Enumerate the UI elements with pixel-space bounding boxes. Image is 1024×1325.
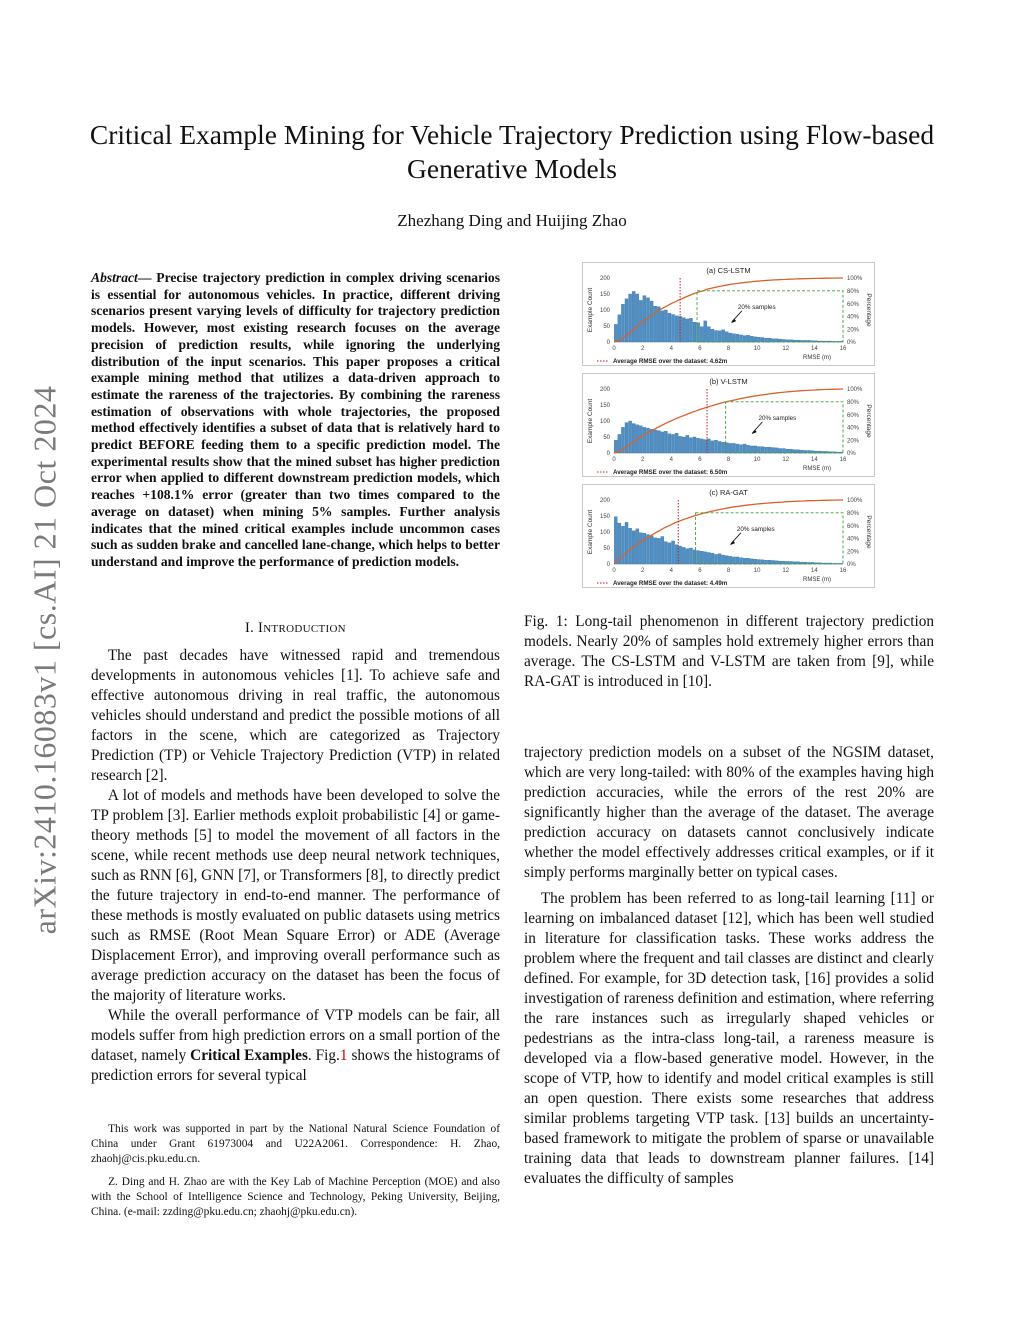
histogram-bar — [657, 307, 660, 342]
legend-label: Average RMSE over the dataset: 4.49m — [613, 580, 728, 587]
x-tick-label: 0 — [612, 568, 616, 574]
histogram-bar — [689, 318, 692, 342]
x-tick-label: 6 — [698, 568, 702, 574]
histogram-bar — [672, 541, 675, 564]
histogram-bar — [632, 424, 635, 453]
histogram-bar — [646, 535, 649, 564]
histogram-bar — [639, 533, 642, 564]
histogram-bar — [614, 440, 617, 453]
histogram-bar — [661, 432, 664, 453]
x-tick-label: 6 — [698, 457, 702, 463]
histogram-bar — [732, 557, 735, 564]
histogram-bar — [718, 441, 721, 453]
y2-tick-label: 60% — [847, 523, 860, 530]
histogram-bar — [747, 335, 750, 342]
y-tick-label: 50 — [603, 435, 610, 442]
chart-panel-ra-gat — [582, 484, 875, 588]
histogram-bar — [725, 332, 728, 342]
y2-tick-label: 20% — [847, 327, 860, 334]
x-tick-label: 10 — [753, 346, 761, 352]
chart-panel-cs-lstm — [582, 262, 875, 366]
histogram-bar — [754, 559, 757, 564]
histogram-bar — [743, 336, 746, 342]
x-tick-label: 0 — [612, 346, 616, 352]
abstract-label: Abstract — [91, 270, 138, 285]
section-heading-introduction — [91, 620, 500, 637]
y2-axis-label: Percentage — [865, 404, 872, 438]
y2-tick-label: 80% — [847, 511, 860, 517]
histogram-bar — [743, 444, 746, 453]
y-axis-label: Example Count — [587, 509, 594, 555]
y-tick-label: 200 — [599, 276, 610, 283]
histogram-bar — [750, 559, 753, 564]
histogram-bar — [754, 446, 757, 453]
x-tick-label: 10 — [753, 457, 761, 463]
abstract — [91, 270, 500, 571]
y2-tick-label: 0% — [847, 451, 856, 458]
histogram-bar — [650, 536, 653, 564]
samples-annotation: 20% samples — [758, 414, 797, 422]
y2-tick-label: 20% — [847, 549, 860, 556]
histogram-bar — [693, 437, 696, 453]
histogram-bar — [650, 301, 653, 342]
histogram-bar — [643, 427, 646, 453]
histogram-bar — [739, 445, 742, 453]
histogram-bar — [636, 294, 639, 342]
samples-annotation: 20% samples — [736, 525, 775, 533]
x-axis-label: RMSE (m) — [803, 466, 831, 472]
histogram-bar — [768, 560, 771, 564]
histogram-bar — [772, 339, 775, 342]
histogram-bar — [639, 300, 642, 342]
y-tick-label: 200 — [599, 498, 610, 505]
y2-axis-label: Percentage — [865, 293, 872, 327]
histogram-bar — [697, 551, 700, 564]
histogram-bar — [750, 336, 753, 342]
intro-p3-part-a: While the overall performance of VTP models can be fair, all models suffer from high prediction errors on a small portion of the dataset, namely — [91, 1007, 500, 1064]
chart-title: (b) V-LSTM — [709, 377, 748, 386]
histogram-bar — [707, 327, 710, 342]
intro-paragraph-2: A lot of models and methods have been developed to solve the TP problem [3]. Earlier methods exploit probabilistic [4] or game-theory methods [5] to model the movement of all factors in the scene, while recent methods use deep neural network techniques, such as RNN [6], GNN [7], or Transformers [8], to directly predict the future trajectory in end-to-end manner. The performance of these methods is mostly evaluated on public datasets using metrics such as RMSE (Root Mean Square Error) or ADE (Average Displacement Error), and improving overall performance such as average prediction accuracy on the dataset has been the focus of the majority of literature works. — [91, 787, 500, 1004]
histogram-bar — [654, 538, 657, 564]
y2-tick-label: 80% — [847, 400, 860, 406]
histogram-bar — [697, 438, 700, 453]
histogram-bar — [686, 435, 689, 453]
y-tick-label: 0 — [606, 451, 610, 458]
y2-tick-label: 40% — [847, 536, 860, 543]
histogram-bar — [772, 448, 775, 453]
title-line-2: Generative Models — [407, 153, 617, 184]
right-paragraph-2: The problem has been referred to as long-tail learning [11] or learning on imbalanced dataset [12], which has been well studied in literature for classification tasks. These works address the problem where the frequent and tail classes are distinct and clearly defined. For example, for 3D detection task, [16] provides a solid investigation of rareness definition and estimation, where referring the rare instances such as irregularly shaped vehicles or pedestrians as the intra-class long-tail, a rareness measure is developed via a flow-based generative model. However, in the scope of VTP, how to identify and model critical examples is still an open question. There exists some researches that address similar problems targeting VTP task. [13] builds an uncertainty-based framework to mitigate the problem of sparse or unavailable training data that leads to downstream planner failures. [14] evaluates the difficulty of samples — [524, 890, 934, 1187]
histogram-bar — [614, 517, 617, 564]
histogram-bar — [739, 558, 742, 564]
y-tick-label: 150 — [599, 292, 610, 299]
histogram-bar — [757, 447, 760, 453]
histogram-bar — [646, 298, 649, 342]
abstract-text: — Precise trajectory prediction in complex driving scenarios is essential for autonomous vehicles. In practice, different driving scenarios present varying levels of difficulty for trajectory prediction models. However, most existing research focuses on the average precision of prediction results, while ignoring the underlying distribution of the input scenarios. This paper proposes a critical example mining method that utilizes a data-driven approach to estimate the rareness of the trajectories. By combining the rareness estimation of observations with whole trajectories, the proposed method effectively identifies a subset of data that is relatively hard to predict BEFORE feeding them to a specific prediction model. The experimental results show that the mined subset has higher prediction error when applied to different downstream prediction models, which reaches +108.1% error (greater than two times compared to the average on dataset) when mining 5% samples. Further analysis indicates that the mined critical examples include uncommon cases such as sudden brake and cancelled lane-change, which helps to better understand and improve the performance of prediction models. — [91, 270, 500, 569]
y2-tick-label: 40% — [847, 314, 860, 321]
x-tick-label: 12 — [782, 346, 790, 352]
x-tick-label: 14 — [811, 568, 818, 574]
x-tick-label: 14 — [811, 457, 818, 463]
histogram-bar — [772, 560, 775, 564]
histogram-bar — [732, 443, 735, 453]
histogram-bar — [625, 522, 628, 564]
x-axis-label: RMSE (m) — [803, 355, 831, 361]
title-line-1: Critical Example Mining for Vehicle Trajectory Prediction using Flow-based — [89, 119, 935, 150]
x-tick-label: 16 — [839, 568, 847, 574]
histogram-bar — [768, 338, 771, 342]
histogram-bar — [650, 429, 653, 453]
samples-annotation: 20% samples — [737, 303, 776, 311]
histogram-bar — [664, 431, 667, 453]
histogram-bar — [672, 434, 675, 453]
y-tick-label: 150 — [599, 514, 610, 521]
y-tick-label: 100 — [599, 530, 610, 537]
histogram-bar — [675, 316, 678, 342]
y2-tick-label: 40% — [847, 425, 860, 432]
histogram-bar — [629, 528, 632, 564]
histogram-bar — [725, 556, 728, 564]
chart-title: (c) RA-GAT — [709, 488, 748, 497]
y-axis-label: Example Count — [587, 398, 594, 444]
y-tick-label: 0 — [606, 562, 610, 569]
intro-p3-part-e: shows the histograms of prediction errors for several typical — [91, 1047, 500, 1084]
histogram-bar — [765, 560, 768, 564]
figure-1 — [582, 262, 875, 595]
x-axis-label: RMSE (m) — [803, 577, 831, 583]
histogram-bar — [693, 550, 696, 564]
y2-axis-label: Percentage — [865, 515, 872, 549]
histogram-bar — [693, 322, 696, 342]
histogram-bar — [657, 431, 660, 453]
figure-1-caption: Fig. 1: Long-tail phenomenon in different trajectory prediction models. Nearly 20% of samples hold extremely higher errors than average. The CS-LSTM and V-LSTM are taken from [9], while RA-GAT is introduced in [10]. — [524, 613, 934, 690]
histogram-bar — [765, 338, 768, 342]
histogram-bar — [686, 319, 689, 342]
right-paragraph-1: trajectory prediction models on a subset of the NGSIM dataset, which are very long-tailed: with 80% of the examples having high prediction accuracies, while the errors of the rest 20% are significantly higher than the average of the dataset. The average prediction accuracy on datasets cannot conclusively indicate whether the model effectively addresses critical examples, or if it simply performs marginally better on typical cases. — [524, 744, 934, 881]
histogram-bar — [621, 304, 624, 342]
histogram-bar — [707, 439, 710, 453]
y-tick-label: 200 — [599, 387, 610, 394]
histogram-bar — [761, 560, 764, 564]
histogram-bar — [761, 338, 764, 342]
histogram-bar — [736, 557, 739, 564]
histogram-bar — [775, 339, 778, 342]
histogram-bar — [754, 337, 757, 342]
histogram-bar — [700, 551, 703, 564]
histogram-bar — [668, 543, 671, 564]
histogram-bar — [732, 334, 735, 342]
histogram-bar — [629, 421, 632, 453]
histogram-bar — [775, 448, 778, 453]
histogram-bar — [614, 324, 617, 342]
chart-title: (a) CS-LSTM — [706, 266, 751, 275]
y-tick-label: 100 — [599, 308, 610, 315]
histogram-bar — [722, 330, 725, 342]
histogram-bar — [661, 311, 664, 342]
y-tick-label: 50 — [603, 546, 610, 553]
footnotes — [91, 1122, 500, 1227]
histogram-bar — [711, 553, 714, 564]
histogram-bar — [682, 547, 685, 564]
histogram-bar — [707, 552, 710, 564]
histogram-bar — [668, 313, 671, 342]
histogram-bar — [714, 440, 717, 453]
histogram-bar — [747, 558, 750, 564]
histogram-bar — [793, 450, 796, 453]
y-tick-label: 50 — [603, 324, 610, 331]
histogram-bar — [639, 426, 642, 453]
paper-title — [70, 118, 954, 186]
x-tick-label: 2 — [640, 346, 645, 352]
histogram-bar — [675, 545, 678, 564]
histogram-bar — [636, 529, 639, 564]
x-tick-label: 4 — [669, 568, 673, 574]
x-tick-label: 8 — [726, 457, 731, 463]
histogram-bar — [711, 441, 714, 453]
histogram-bar — [668, 434, 671, 453]
right-column-body — [524, 743, 934, 1189]
histogram-bar — [747, 445, 750, 453]
y-axis-label: Example Count — [587, 287, 594, 333]
histogram-bar — [711, 329, 714, 342]
histogram-bar — [750, 446, 753, 453]
histogram-bar — [718, 554, 721, 564]
histogram-bar — [664, 310, 667, 342]
left-column-body — [91, 646, 500, 1086]
chart-panel-v-lstm — [582, 373, 875, 477]
y-tick-label: 100 — [599, 419, 610, 426]
histogram-bar — [704, 552, 707, 564]
y2-tick-label: 60% — [847, 301, 860, 308]
histogram-bar — [736, 334, 739, 342]
x-tick-label: 0 — [612, 457, 616, 463]
x-tick-label: 10 — [753, 568, 761, 574]
histogram-ra-gat — [582, 484, 875, 588]
histogram-bar — [682, 318, 685, 342]
x-tick-label: 16 — [839, 457, 847, 463]
arxiv-identifier-sidebar — [20, 360, 70, 960]
histogram-bar — [782, 449, 785, 453]
histogram-bar — [704, 440, 707, 453]
y2-tick-label: 80% — [847, 289, 860, 295]
histogram-bar — [757, 560, 760, 564]
histogram-bar — [736, 444, 739, 453]
histogram-bar — [689, 548, 692, 564]
histogram-bar — [739, 335, 742, 342]
histogram-bar — [765, 447, 768, 453]
histogram-bar — [797, 450, 800, 453]
histogram-bar — [689, 438, 692, 453]
intro-p3-part-c: . Fig. — [307, 1047, 340, 1064]
histogram-bar — [768, 447, 771, 453]
histogram-bar — [661, 536, 664, 564]
histogram-bar — [714, 554, 717, 564]
histogram-bar — [757, 337, 760, 342]
histogram-bar — [722, 442, 725, 453]
histogram-bar — [722, 555, 725, 564]
x-tick-label: 12 — [782, 457, 790, 463]
x-tick-label: 16 — [839, 346, 847, 352]
histogram-bar — [779, 449, 782, 453]
x-tick-label: 2 — [640, 457, 645, 463]
legend-label: Average RMSE over the dataset: 4.62m — [613, 358, 728, 365]
histogram-bar — [672, 314, 675, 342]
histogram-bar — [704, 321, 707, 342]
histogram-bar — [729, 443, 732, 453]
histogram-bar — [643, 533, 646, 564]
histogram-bar — [621, 526, 624, 564]
y2-tick-label: 100% — [847, 387, 863, 394]
histogram-bar — [700, 327, 703, 342]
histogram-bar — [775, 561, 778, 564]
y-tick-label: 150 — [599, 403, 610, 410]
histogram-bar — [664, 542, 667, 564]
histogram-bar — [686, 549, 689, 564]
footnote-funding: This work was supported in part by the National Natural Science Foundation of China under Grant 61973004 and U22A2061. Correspondence: H. Zhao, zhaohj@cis.pku.edu.cn. — [91, 1123, 500, 1166]
x-tick-label: 4 — [669, 457, 673, 463]
y2-tick-label: 0% — [847, 562, 856, 569]
y2-tick-label: 60% — [847, 412, 860, 419]
histogram-bar — [729, 556, 732, 564]
histogram-bar — [618, 315, 621, 342]
histogram-bar — [682, 437, 685, 453]
histogram-bar — [654, 430, 657, 453]
x-tick-label: 12 — [782, 568, 790, 574]
histogram-bar — [657, 538, 660, 564]
x-tick-label: 2 — [640, 568, 645, 574]
histogram-bar — [632, 291, 635, 342]
histogram-bar — [743, 558, 746, 564]
x-tick-label: 6 — [698, 346, 702, 352]
y2-tick-label: 100% — [847, 276, 863, 283]
histogram-bar — [714, 330, 717, 342]
figure-1-link[interactable]: 1 — [339, 1047, 348, 1064]
histogram-bar — [790, 449, 793, 453]
histogram-bar — [679, 546, 682, 564]
y2-tick-label: 20% — [847, 438, 860, 445]
histogram-bar — [629, 294, 632, 342]
critical-examples-term: Critical Examples — [190, 1047, 308, 1064]
section-first-letter: I — [258, 620, 264, 636]
histogram-bar — [700, 439, 703, 453]
histogram-bar — [786, 449, 789, 453]
y2-tick-label: 100% — [847, 498, 863, 505]
histogram-bar — [761, 447, 764, 453]
arxiv-identifier: arXiv:2410.16083v1 [cs.AI] 21 Oct 2024 — [26, 385, 63, 935]
histogram-cs-lstm — [582, 262, 875, 366]
histogram-bar — [729, 333, 732, 342]
histogram-bar — [718, 331, 721, 342]
x-tick-label: 14 — [811, 346, 818, 352]
histogram-bar — [675, 433, 678, 453]
y-tick-label: 0 — [606, 340, 610, 347]
histogram-v-lstm — [582, 373, 875, 477]
footnote-affiliation: Z. Ding and H. Zhao are with the Key Lab of Machine Perception (MOE) and also with the School of Intelligence Science and Technology, Peking University, Beijing, China. (e-mail: zzding@pku.edu.cn; zhaohj@pku.edu.cn). — [91, 1175, 500, 1219]
section-number: I. — [245, 620, 255, 636]
intro-paragraph-3 — [91, 1006, 500, 1086]
authors: Zhezhang Ding and Huijing Zhao — [397, 211, 627, 230]
x-tick-label: 8 — [726, 346, 731, 352]
histogram-bar — [643, 296, 646, 342]
section-title-rest: NTRODUCTION — [263, 623, 346, 635]
y2-tick-label: 0% — [847, 340, 856, 347]
x-tick-label: 4 — [669, 346, 673, 352]
legend-label: Average RMSE over the dataset: 6.50m — [613, 469, 728, 476]
intro-paragraph-1: The past decades have witnessed rapid and tremendous developments in autonomous vehicles [1]. To achieve safe and effective autonomous driving in real traffic, the autonomous vehicles should understand and predict the possible motions of all factors in the scene, which are categorized as Trajectory Prediction (TP) or Vehicle Trajectory Prediction (VTP) in related research [2]. — [91, 647, 500, 784]
histogram-bar — [679, 436, 682, 453]
x-tick-label: 8 — [726, 568, 731, 574]
